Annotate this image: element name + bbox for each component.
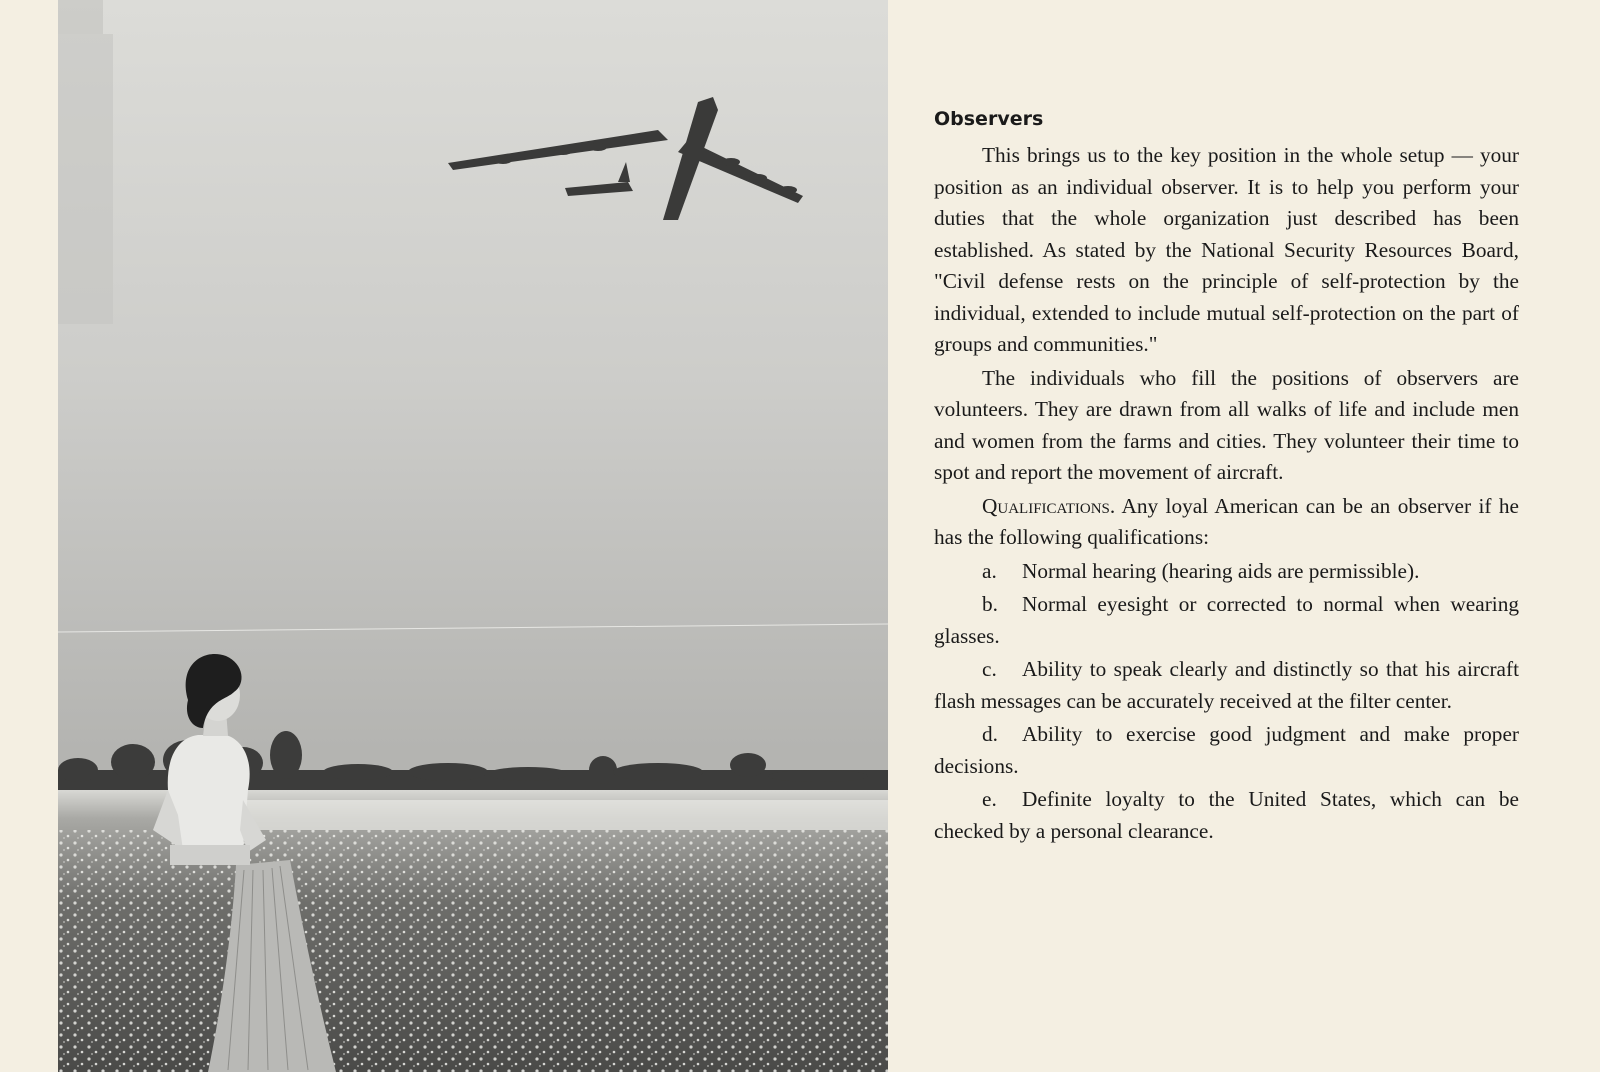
qualifications-lead: Qualifications.: [982, 493, 1116, 518]
list-item: [934, 784, 1519, 847]
list-item-text: Normal eyesight or corrected to normal when wearing glasses.: [934, 592, 1519, 648]
list-item: [934, 719, 1519, 782]
paragraph-volunteers: The individuals who fill the positions of observers are volunteers. They are drawn from all walks of life and include men and women from the farms and cities. They volunteer their time to spot and report the movement of aircraft.: [934, 365, 1519, 484]
list-item: [934, 654, 1519, 717]
photo-woman-watching-bomber: [58, 0, 888, 1072]
list-item-text: Ability to speak clearly and distinctly so that his aircraft flash messages can be accurately received at the filter center.: [934, 657, 1519, 713]
list-item-text: Ability to exercise good judgment and make proper decisions.: [934, 722, 1519, 778]
list-item-letter: b.: [982, 592, 998, 616]
list-item-letter: d.: [982, 722, 998, 746]
list-item-text: Definite loyalty to the United States, which can be checked by a personal clearance.: [934, 787, 1519, 843]
list-item-letter: a.: [982, 558, 997, 583]
paragraph-observers-intro: This brings us to the key position in the whole setup — your position as an individual observer. It is to help you perform your duties that the whole organization just described has been established. As stated by the National Security Resources Board, "Civil defense rests on the principle of self-protection by the individual, extended to include mutual self-protection on the part of groups and communities.": [934, 143, 1519, 356]
article-text: [934, 108, 1519, 849]
list-item: [934, 589, 1519, 652]
list-item-letter: e.: [982, 787, 997, 811]
paragraph-qualifications: [934, 491, 1519, 554]
qualifications-text: Any loyal American can be an observer if he has the following qualifications:: [934, 493, 1520, 549]
section-heading: Observers: [934, 108, 1044, 130]
list-item-letter: c.: [982, 657, 997, 681]
list-item-text: Normal hearing (hearing aids are permissible).: [1022, 558, 1420, 583]
list-item: [934, 556, 1519, 588]
